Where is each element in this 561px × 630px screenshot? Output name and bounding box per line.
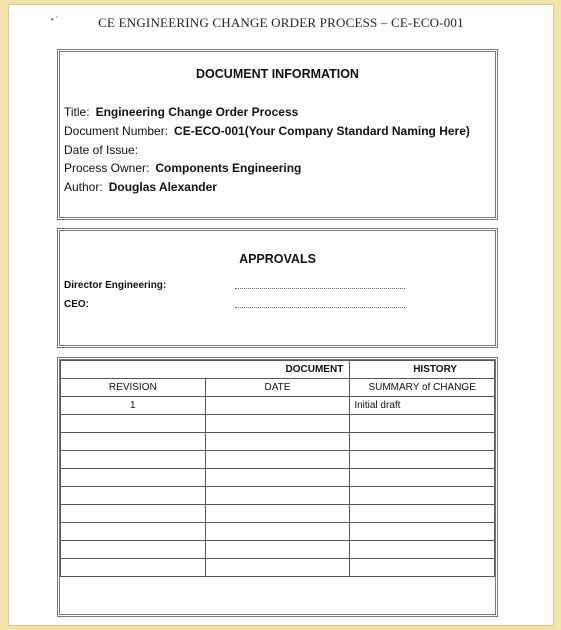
signature-line-director[interactable] [235, 287, 405, 289]
summary-cell[interactable] [350, 469, 495, 487]
revision-cell[interactable]: 1 [61, 397, 206, 415]
summary-cell[interactable] [350, 451, 495, 469]
corner-mark: • ‘ [51, 15, 58, 24]
history-title-row [61, 361, 495, 379]
summary-cell[interactable] [350, 523, 495, 541]
history-row [61, 433, 495, 451]
column-header-revision: REVISION [61, 379, 206, 397]
revision-cell[interactable] [61, 523, 206, 541]
summary-cell[interactable] [350, 433, 495, 451]
history-row [61, 451, 495, 469]
document-information-box [57, 49, 498, 220]
date-cell[interactable] [205, 397, 350, 415]
summary-cell[interactable] [350, 415, 495, 433]
revision-cell[interactable] [61, 487, 206, 505]
history-row [61, 397, 495, 415]
summary-cell[interactable] [350, 559, 495, 577]
date-cell[interactable] [205, 487, 350, 505]
info-line-date-of-issue: Date of Issue: [64, 143, 139, 157]
approver-director-engineering: Director Engineering: [64, 280, 167, 291]
document-history-table [60, 360, 495, 577]
approver-ceo: CEO: [64, 299, 89, 310]
revision-cell[interactable] [61, 415, 206, 433]
date-cell[interactable] [205, 523, 350, 541]
history-row [61, 469, 495, 487]
revision-cell[interactable] [61, 541, 206, 559]
history-row [61, 487, 495, 505]
history-row [61, 559, 495, 577]
summary-cell[interactable] [350, 505, 495, 523]
revision-cell[interactable] [61, 559, 206, 577]
date-cell[interactable] [205, 415, 350, 433]
signature-line-ceo[interactable] [235, 306, 405, 308]
date-cell[interactable] [205, 469, 350, 487]
approvals-box [57, 228, 498, 348]
info-line-author: Author: Douglas Alexander [64, 180, 217, 194]
document-information-heading: DOCUMENT INFORMATION [196, 67, 359, 81]
history-heading-left: DOCUMENT [61, 361, 350, 379]
column-header-date: DATE [205, 379, 350, 397]
date-cell[interactable] [205, 433, 350, 451]
revision-cell[interactable] [61, 433, 206, 451]
info-line-process-owner: Process Owner: Components Engineering [64, 161, 302, 175]
history-row [61, 523, 495, 541]
revision-cell[interactable] [61, 469, 206, 487]
date-cell[interactable] [205, 541, 350, 559]
summary-cell[interactable]: Initial draft [350, 397, 495, 415]
date-cell[interactable] [205, 505, 350, 523]
date-cell[interactable] [205, 451, 350, 469]
date-cell[interactable] [205, 559, 350, 577]
revision-cell[interactable] [61, 505, 206, 523]
approvals-heading: APPROVALS [239, 252, 316, 266]
summary-cell[interactable] [350, 487, 495, 505]
column-header-summary: SUMMARY of CHANGE [350, 379, 495, 397]
page-header: CE ENGINEERING CHANGE ORDER PROCESS – CE-ECO-001 [98, 15, 464, 30]
document-history-box [57, 357, 498, 617]
revision-cell[interactable] [61, 451, 206, 469]
info-line-title: Title: Engineering Change Order Process [64, 105, 299, 119]
history-row [61, 415, 495, 433]
history-header-row [61, 379, 495, 397]
history-row [61, 541, 495, 559]
summary-cell[interactable] [350, 541, 495, 559]
history-heading-right: HISTORY [350, 361, 495, 379]
history-row [61, 505, 495, 523]
info-line-document-number: Document Number: CE-ECO-001(Your Company Standard Naming Here) [64, 124, 470, 138]
document-page [8, 4, 554, 626]
